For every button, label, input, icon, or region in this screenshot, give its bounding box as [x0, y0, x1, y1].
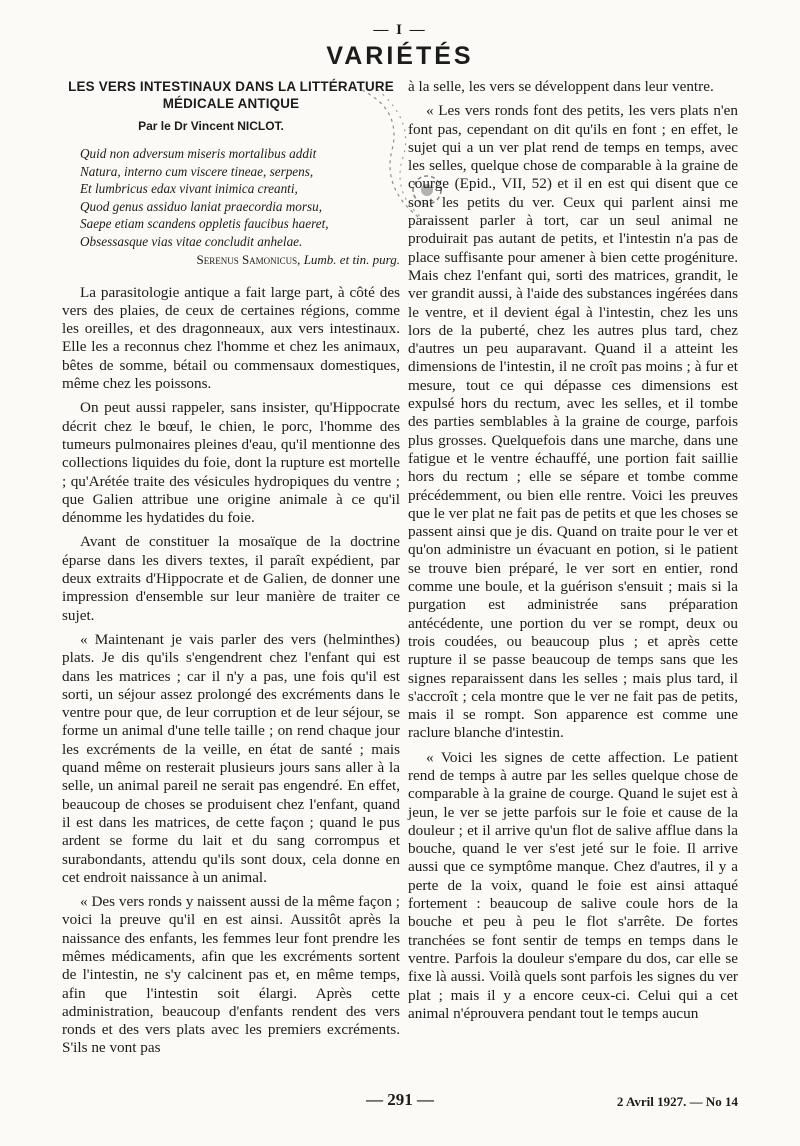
- article-title: [54, 78, 408, 112]
- issue-date: 2 Avril 1927. — No 14: [616, 1094, 738, 1109]
- paragraph: « Voici les signes de cette affection. Le patient rend de temps à autre par les selles quelque chose de comparable à la graine de courge. Quand le sujet est à jeun, le ver se jette parfois sur le foie et cause de la douleur ; et il arrive qu'un flot de salive afflue dans la bouche, quand le ver s'est jeté sur le foie. Il arrive aussi que ce symptôme manque. Chez d'autres, il y a perte de la voix, quand le foie est ainsi attaqué fortement : beaucoup de salive coule hors de la bouche et peu à peu le flot s'arrête. De fortes tranchées se font sentir de temps en temps dans le ventre. Parfois la douleur s'empare du dos, car elle se fixe là aussi. Voilà quels sont parfois les signes du ver plat ; mais il y a encore ceux-ci. Celui qui a cet animal n'éprouvera pendant tout le temps aucun: [408, 748, 738, 1022]
- paragraph: On peut aussi rappeler, sans insister, qu'Hippocrate décrit chez le bœuf, le chien, le porc, l'homme des tumeurs pulmonaires pleines d'eau, qu'il mentionne des collections liquides du foie, dont la rupture est mortelle ; qu'Arétée traite des vésicules hydropiques du ventre ; que Galien attribue une origine animale à ce qu'il dénomme les hydatides du foie.: [62, 399, 400, 527]
- paragraph: « Maintenant je vais parler des vers (helminthes) plats. Je dis qu'ils s'engendrent chez l'enfant qui est dans les matrices ; car il n'y a pas, une fois qu'il est sorti, un séjour assez prolongé des excréments dans le ventre pour que, de leur corruption et de leur séjour, se forme un animal d'une telle taille ; on rend chaque jour les excréments de la veille, en état de santé ; mais quand même on resterait plusieurs jours sans aller à la selle, un animal pareil ne serait pas engendré. En effet, beaucoup de choses se produisent chez l'enfant, quand il est dans les matrices, de cette façon ; quand le pus ardent se forme du lait et du sang corrompus et surabondants, attendu qu'ils sont doux, cela donne en cet endroit naissance à un animal.: [62, 630, 400, 886]
- epigraph-line: Quid non adversum miseris mortalibus addit: [80, 146, 317, 162]
- paragraph: La parasitologie antique a fait large part, à côté des vers des plaies, de ceux de certaines régions, comme les oreilles, et des dragonneaux, aux vers intestinaux. Elle les a reconnus chez l'homme et chez les animaux, bêtes de somme, bétail ou commensaux domestiques, même chez les poissons.: [62, 283, 400, 393]
- epigraph-line: Obsessasque vias vitae concludit anhelae.: [80, 233, 303, 249]
- paragraph: à la selle, les vers se développent dans leur ventre.: [408, 78, 714, 95]
- epigraph-line: Et lumbricus edax vivant inimica creanti,: [80, 181, 298, 197]
- epigraph: [80, 145, 400, 250]
- right-column: [408, 78, 738, 1023]
- paragraph: « Les vers ronds font des petits, les vers plats n'en font pas, cependant on dit qu'ils en font ; en effet, le sujet qui a un ver plat rend de temps en temps, avec les selles, quelque chose de comparable à la graine de courge (Epid., VII, 52) et il en est qui disent que ce sont les petits du ver. Ceux qui parlent ainsi me paraissent parler à tort, car un seul animal ne produirait pas autant de petits, et l'intestin n'a pas de place suffisante pour amener à bien cette progéniture. Mais chez l'enfant qui, sorti des matrices, grandit, le ver grandit aussi, à l'aide des substances ingérées dans le ventre, et il devient égal à l'intestin, chez les uns lors de la puberté, chez les autres plus tard, chez d'autres un peu auparavant. Quand il a atteint les dimensions de l'intestin, il ne croît pas moins ; à fur et mesure, tout ce qui dépasse ces dimensions est expulsé hors du rectum, avec les selles, et il tombe des parties semblables à la graine de courge, parfois plus grosses. Quelquefois dans une marche, dans une fatigue et le ventre échauffé, une portion fait saillie hors du rectum ; elle se sépare et tombe comme précédemment, ou bien elle rentre. Voici les preuves que le ver plat ne fait pas de petits et que les choses se passent ainsi que je dis. Quand on traite pour le ver et qu'on administre un évacuant en potion, si le patient se trouve bien préparé, le ver sort en entier, rond comme une boule, et la guérison s'ensuit ; mais si la purgation est administrée sans préparation antécédente, une portion du ver se rompt, deux ou trois coudées, ou beaucoup plus ; et après cette rupture il se passe beaucoup de temps sans que les signes reparaissent dans les selles ; mais plus tard, il s'accroît ; cela montre que le ver ne fait pas de petits, mais il se rompt. Son apparence est comme une raclure blanche d'intestin.: [408, 102, 738, 742]
- article-title-line-1: LES VERS INTESTINAUX DANS LA LITTÉRATURE: [68, 79, 394, 94]
- epigraph-line: Quod genus assiduo laniat praecordia morsu,: [80, 198, 323, 214]
- paragraph: Avant de constituer la mosaïque de la doctrine éparse dans les divers textes, il paraît expédient, par deux extraits d'Hippocrate et de Galien, de donner une impression d'ensemble sur leur manière de traiter ce sujet.: [62, 533, 400, 624]
- section-title: VARIÉTÉS: [326, 42, 474, 70]
- page-number: — 291 —: [366, 1090, 434, 1109]
- epigraph-author: Serenus Samonicus,: [196, 252, 301, 268]
- epigraph-line: Saepe etiam scandens oppletis faucibus haeret,: [80, 216, 329, 232]
- left-column: [62, 78, 400, 1058]
- epigraph-line: Natura, interno cum viscere tineae, serpens,: [80, 163, 314, 179]
- epigraph-attribution: [62, 251, 400, 269]
- epigraph-work: Lumb. et tin. purg.: [303, 252, 400, 268]
- article-title-line-2: MÉDICALE ANTIQUE: [162, 96, 300, 111]
- page-marker: — I —: [373, 22, 427, 38]
- article-byline: Par le Dr Vincent NICLOT.: [138, 119, 284, 133]
- paragraph: « Des vers ronds y naissent aussi de la même façon ; voici la preuve qu'il en est ainsi. Aussitôt après la naissance des enfants, les femmes leur font prendre les mêmes médicaments, afin que les excréments sortent de l'intestin, ne s'y calcinent pas et, en même temps, afin que l'intestin soit élargi. Après cette administration, beaucoup d'enfants rendent des vers ronds et des vers plats avec les premiers excréments. S'ils ne vont pas: [62, 893, 400, 1057]
